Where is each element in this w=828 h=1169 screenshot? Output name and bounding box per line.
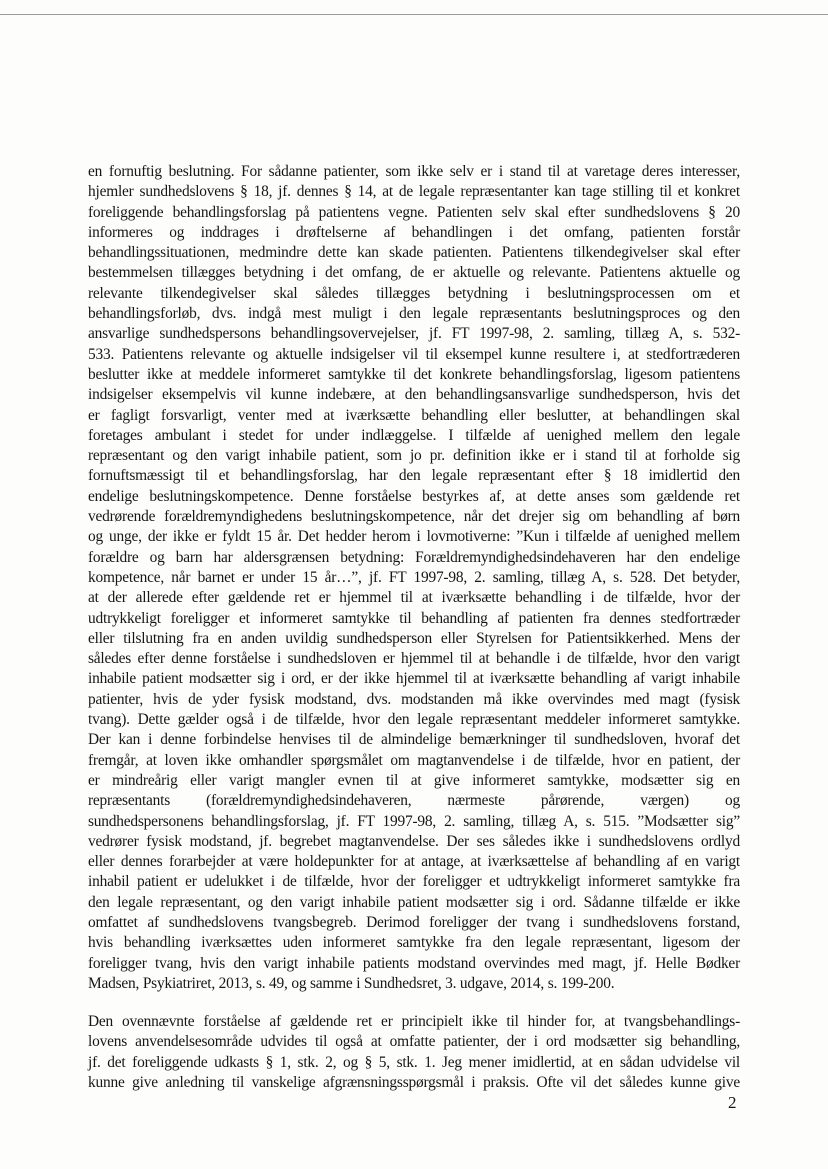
text-line: og unge, der ikke er fyldt 15 år. Det hedder herom i lovmotiverne: ”Kun i tilfælde af uenighed mellem — [88, 528, 740, 546]
text-line: bestemmelsen tillægges betydning i det omfang, de er aktuelle og relevante. Patientens aktuelle og — [88, 264, 740, 282]
paragraph-gap — [88, 994, 740, 1012]
text-line: relevante tilkendegivelser skal således tillægges betydning i beslutningsprocessen om et — [88, 284, 740, 302]
text-line: kunne give anledning til vanskelige afgrænsningsspørgsmål i praksis. Ofte vil det således kunne give — [88, 1074, 740, 1092]
text-line: lovens anvendelsesområde udvides til også at omfatte patienter, der i ord modsætter sig behandling, — [88, 1033, 740, 1051]
text-line: at der allerede efter gældende ret er hjemmel til at iværksætte behandling i de tilfælde, hvor der — [88, 589, 740, 607]
text-line: patienter, hvis de yder fysisk modstand, dvs. modstanden må ikke overvindes med magt (fysisk — [88, 690, 740, 708]
text-line: endelige beslutningskompetence. Denne forståelse bestyrkes af, at dette anses som gældende ret — [88, 487, 740, 505]
text-line: Der kan i denne forbindelse henvises til de almindelige bemærkninger til sundhedsloven, hvoraf det — [88, 731, 740, 749]
text-line: foreligger tvang, hvis den varigt inhabile patients modstand overvindes med magt, jf. Helle Bødker — [88, 954, 740, 972]
paragraph-2 — [88, 1012, 740, 1093]
text-line: repræsentants (forældremyndighedsindehaveren, nærmeste pårørende, værgen) og — [88, 792, 740, 810]
text-line: omfattet af sundhedslovens tvangsbegreb. Derimod foreligger der tvang i sundhedslovens forstand, — [88, 913, 740, 931]
text-line: inhabile patient modsætter sig i ord, er der ikke hjemmel til at iværksætte behandling af varigt inhabile — [88, 670, 740, 688]
text-line: informeres og inddrages i drøftelserne af behandlingen i det omfang, patienten forstår — [88, 223, 740, 241]
text-line: beslutter ikke at meddele informeret samtykke til det konkrete behandlingsforslag, ligesom patientens — [88, 365, 740, 383]
text-line: kompetence, når barnet er under 15 år…”, jf. FT 1997-98, 2. samling, tillæg A, s. 528. Det betyder, — [88, 568, 740, 586]
text-line: er mindreårig eller varigt mangler evnen til at give informeret samtykke, modsætter sig en — [88, 771, 740, 789]
text-line: indsigelser eksempelvis vil kunne indebære, at den behandlingsansvarlige sundhedsperson, hvis det — [88, 386, 740, 404]
text-line: jf. det foreliggende udkasts § 1, stk. 2, og § 5, stk. 1. Jeg mener imidlertid, at en sådan udvidelse vil — [88, 1053, 740, 1071]
text-line: den legale repræsentant, og den varigt inhabile patient modsætter sig i ord. Sådanne tilfælde er ikke — [88, 893, 740, 911]
text-line: udtrykkeligt foreligger et informeret samtykke til behandling af patienten fra dennes stedfortræder — [88, 609, 740, 627]
text-line: behandlingsforløb, dvs. indgå mest muligt i den legale repræsentants beslutningsproces og den — [88, 305, 740, 323]
text-line: er fagligt forsvarligt, venter med at iværksætte behandling eller beslutter, at behandlingen skal — [88, 406, 740, 424]
text-line: hvis behandling iværksættes uden informeret samtykke fra den legale repræsentant, ligesom der — [88, 934, 740, 952]
text-line: eller tilslutning fra en anden uvildig sundhedsperson eller Styrelsen for Patientsikkerhed. Mens der — [88, 629, 740, 647]
scan-top-border — [0, 14, 828, 15]
text-line: behandlingssituationen, medmindre dette kan skade patienten. Patientens tilkendegivelser skal efter — [88, 244, 740, 262]
text-line: forældre og barn har aldersgrænsen betydning: Forældremyndighedsindehaveren har den endelige — [88, 548, 740, 566]
text-line: således efter denne forståelse i sundhedsloven er hjemmel til at behandle i de tilfælde, hvor den varigt — [88, 650, 740, 668]
text-line: vedrørende forældremyndighedens beslutningskompetence, når det drejer sig om behandling af børn — [88, 508, 740, 526]
text-line: tvang). Dette gælder også i de tilfælde, hvor den legale repræsentant meddeler informeret samtykke. — [88, 711, 740, 729]
text-line: 533. Patientens relevante og aktuelle indsigelser vil til eksempel kunne resultere i, at stedfortræderen — [88, 345, 740, 363]
text-line: foretages ambulant i stedet for under indlæggelse. I tilfælde af uenighed mellem den legale — [88, 426, 740, 444]
text-line: Den ovennævnte forståelse af gældende ret er principielt ikke til hinder for, at tvangsbehandlings- — [88, 1013, 740, 1031]
text-line: fornuftsmæssigt til et behandlingsforslag, har den legale repræsentant efter § 18 imidlertid den — [88, 467, 740, 485]
text-line: vedrører fysisk modstand, jf. begrebet magtanvendelse. Der ses således ikke i sundhedslovens ordlyd — [88, 832, 740, 850]
text-line: eller dennes forarbejder at være holdepunkter for at antage, at iværksættelse af behandling af en varigt — [88, 853, 740, 871]
text-line: hjemler sundhedslovens § 18, jf. dennes § 14, at de legale repræsentanter kan tage stilling til et konkret — [88, 183, 740, 201]
text-line: sundhedspersonens behandlingsforslag, jf. FT 1997-98, 2. samling, tillæg A, s. 515. ”Modsætter sig” — [88, 812, 740, 830]
text-line: en fornuftig beslutning. For sådanne patienter, som ikke selv er i stand til at varetage deres interesser, — [88, 163, 740, 180]
text-line: repræsentant og den varigt inhabile patient, som jo pr. definition ikke er i stand til at forholde sig — [88, 447, 740, 465]
scan-artifact-mark — [770, 40, 778, 46]
paragraph-1 — [88, 162, 740, 994]
text-line: ansvarlige sundhedspersons behandlingsovervejelser, jf. FT 1997-98, 2. samling, tillæg A, s. 532- — [88, 325, 740, 343]
text-line: fremgår, at loven ikke omhandler spørgsmålet om magtanvendelse i de tilfælde, hvor en patient, der — [88, 751, 740, 769]
document-body — [88, 162, 740, 1093]
text-line: foreliggende behandlingsforslag på patientens vegne. Patienten selv skal efter sundhedslovens § 20 — [88, 203, 740, 221]
page-number: 2 — [728, 1093, 737, 1112]
text-line: Madsen, Psykiatriret, 2013, s. 49, og samme i Sundhedsret, 3. udgave, 2014, s. 199-200. — [88, 974, 615, 992]
text-line: inhabil patient er udelukket i de tilfælde, hvor der foreligger et udtrykkeligt informeret samtykke fra — [88, 873, 740, 891]
